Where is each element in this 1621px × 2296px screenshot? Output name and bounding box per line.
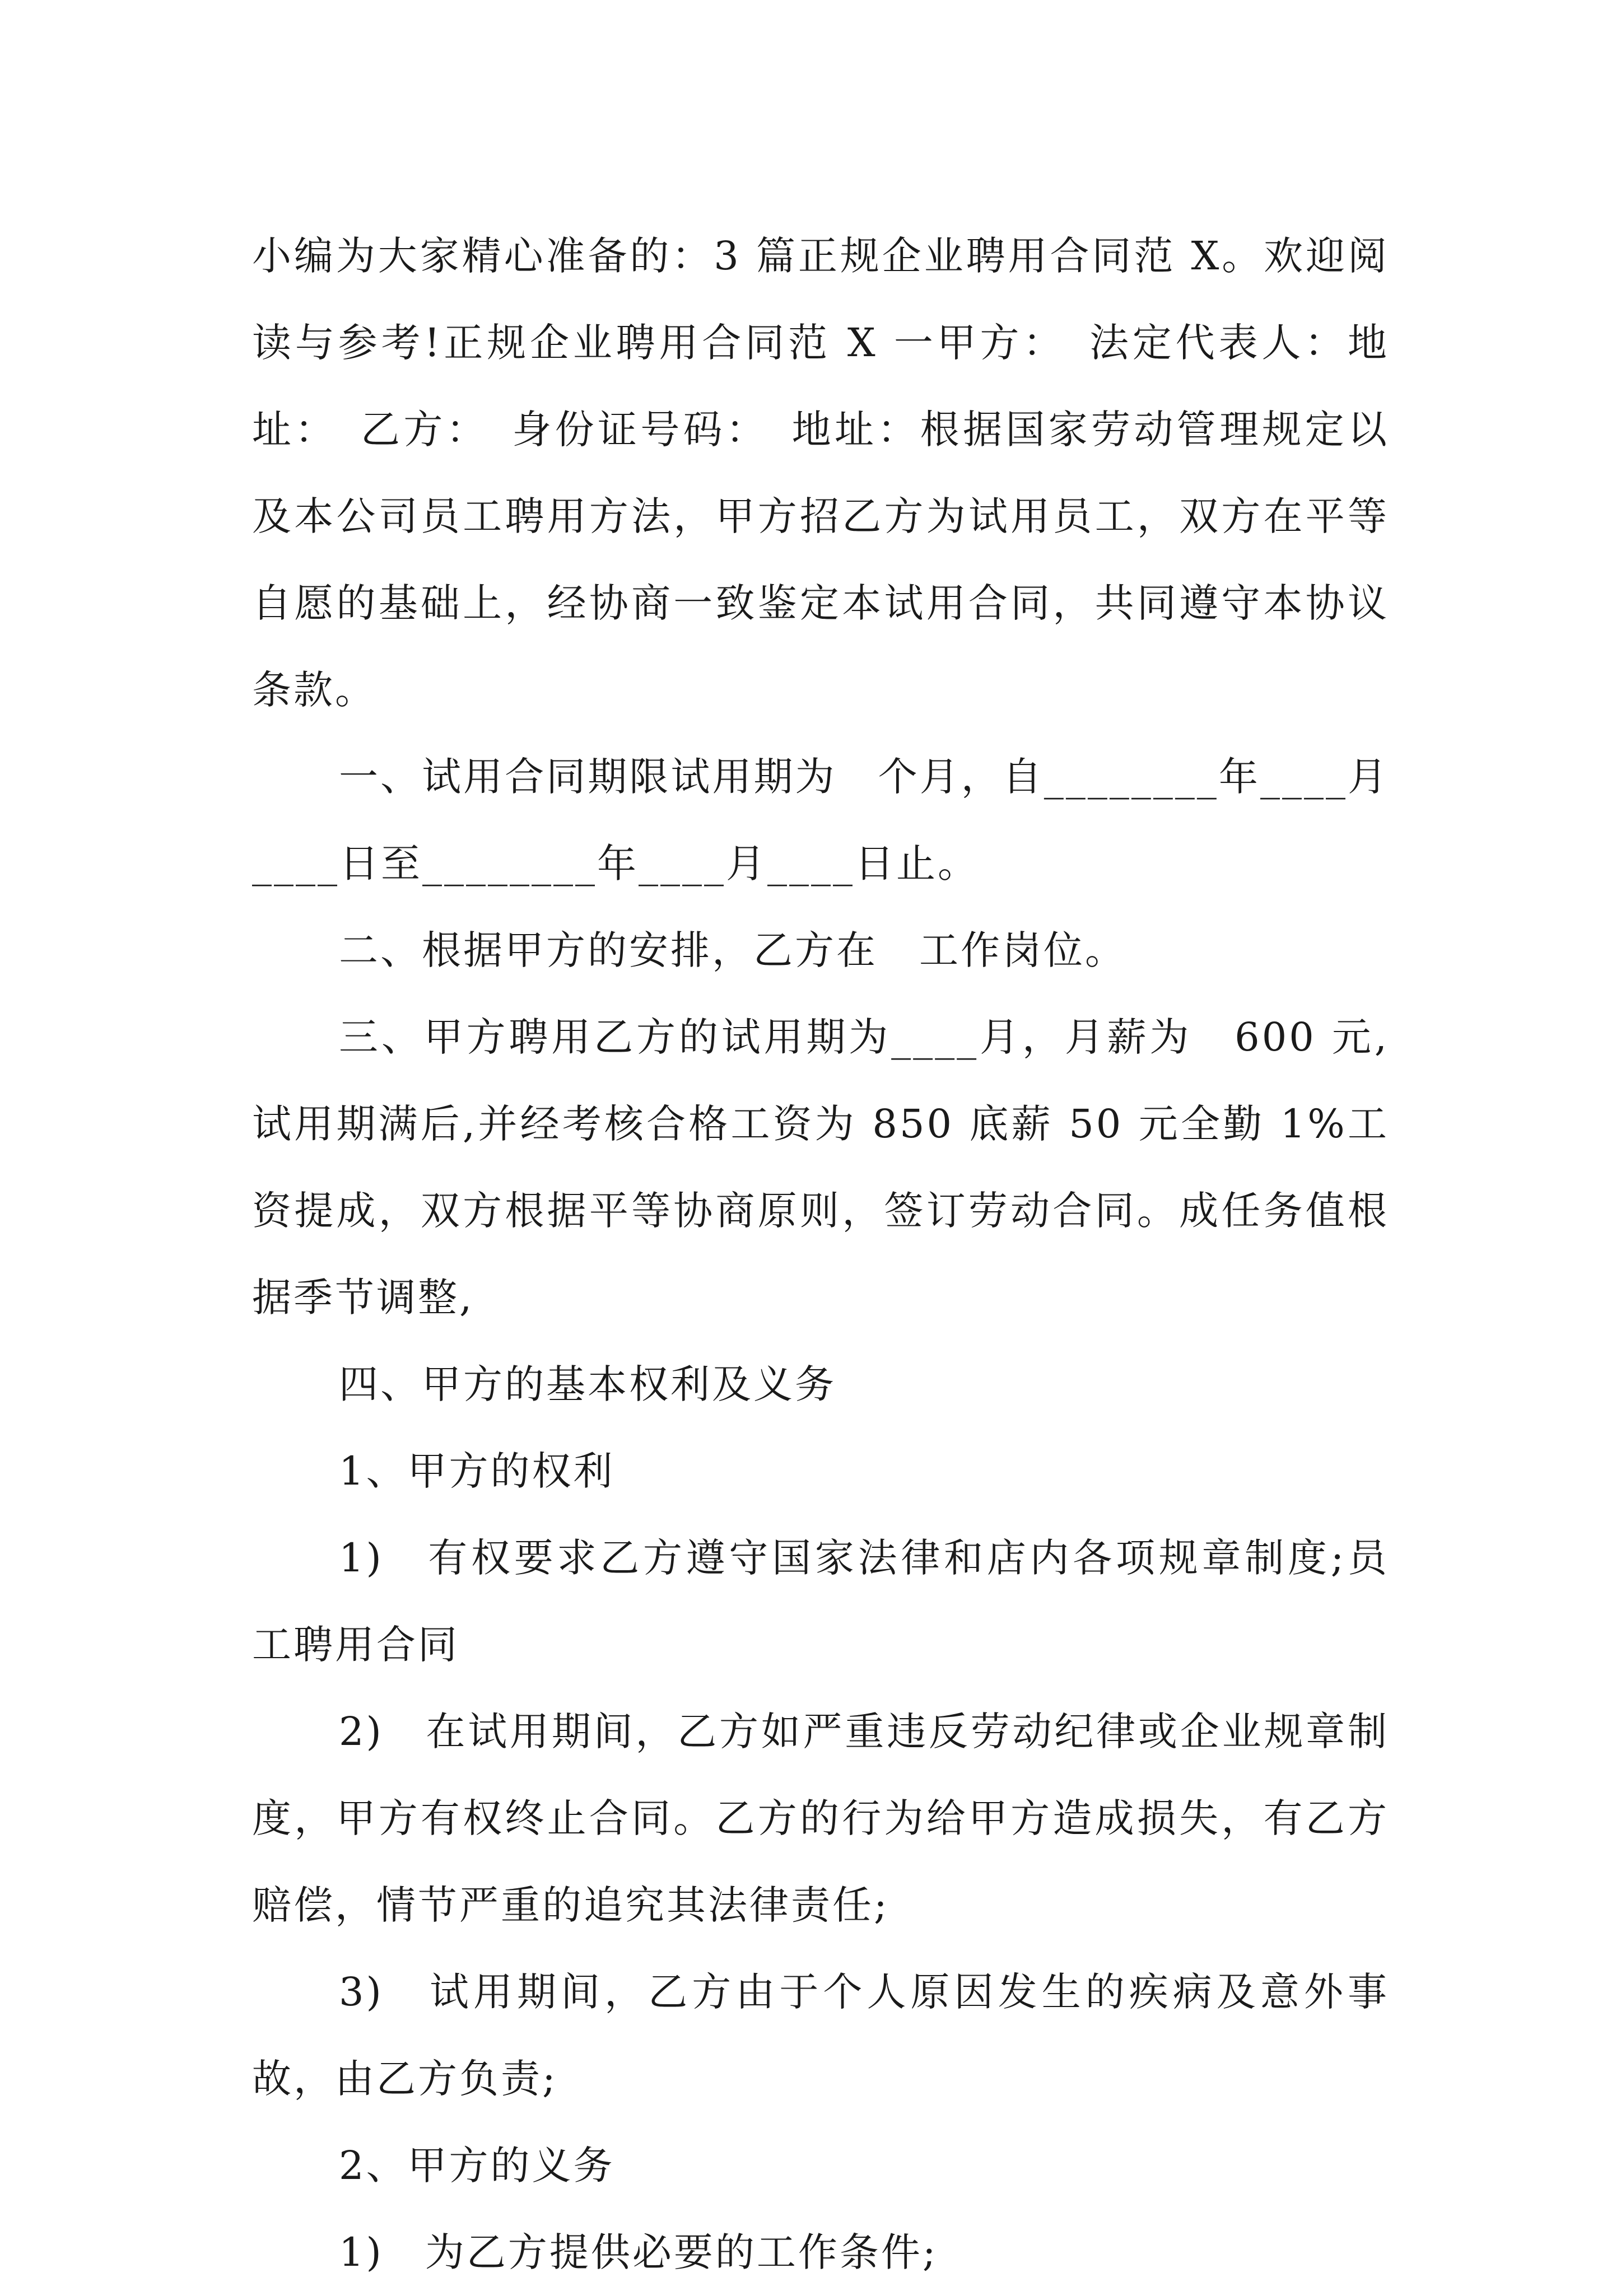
paragraph-party-a-duties-heading: 2、甲方的义务: [339, 2143, 615, 2188]
paragraph-right-1: 1) 有权要求乙方遵守国家法律和店内各项规章制度;员工聘用合同: [252, 1535, 1389, 1668]
paragraph-intro: 小编为大家精心准备的：3 篇正规企业聘用合同范 X。欢迎阅读与参考!正规企业聘用合同范 X 一甲方： 法定代表人：地址： 乙方： 身份证号码： 地址：根据国家劳动管理规定以及本公司员工聘用方法，甲方招乙方为试用员工，双方在平等自愿的基础上，经协商一致鉴定本试用合同，共同遵守本协议条款。: [252, 233, 1389, 713]
paragraph-clause-1: 一、试用合同期限试用期为 个月，自________年____月____日至________年____月____日止。: [252, 754, 1389, 886]
paragraph-clause-2: 二、根据甲方的安排，乙方在 工作岗位。: [339, 927, 1126, 973]
paragraph-clause-3: 三、甲方聘用乙方的试用期为____月，月薪为 600 元,试用期满后,并经考核合格工资为 850 底薪 50 元全勤 1%工资提成，双方根据平等协商原则，签订劳动合同。成任务值根据季节调整,: [252, 1014, 1389, 1320]
paragraph-right-2: 2) 在试用期间，乙方如严重违反劳动纪律或企业规章制度，甲方有权终止合同。乙方的行为给甲方造成损失，有乙方赔偿，情节严重的追究其法律责任;: [252, 1709, 1389, 1928]
paragraph-clause-4-heading: 四、甲方的基本权利及义务: [339, 1361, 836, 1407]
paragraph-party-a-rights-heading: 1、甲方的权利: [339, 1448, 615, 1494]
document-body: [252, 213, 1389, 2296]
paragraph-right-3: 3) 试用期间，乙方由于个人原因发生的疾病及意外事故，由乙方负责;: [252, 1969, 1389, 2102]
paragraph-duty-1: 1) 为乙方提供必要的工作条件;: [339, 2229, 938, 2275]
